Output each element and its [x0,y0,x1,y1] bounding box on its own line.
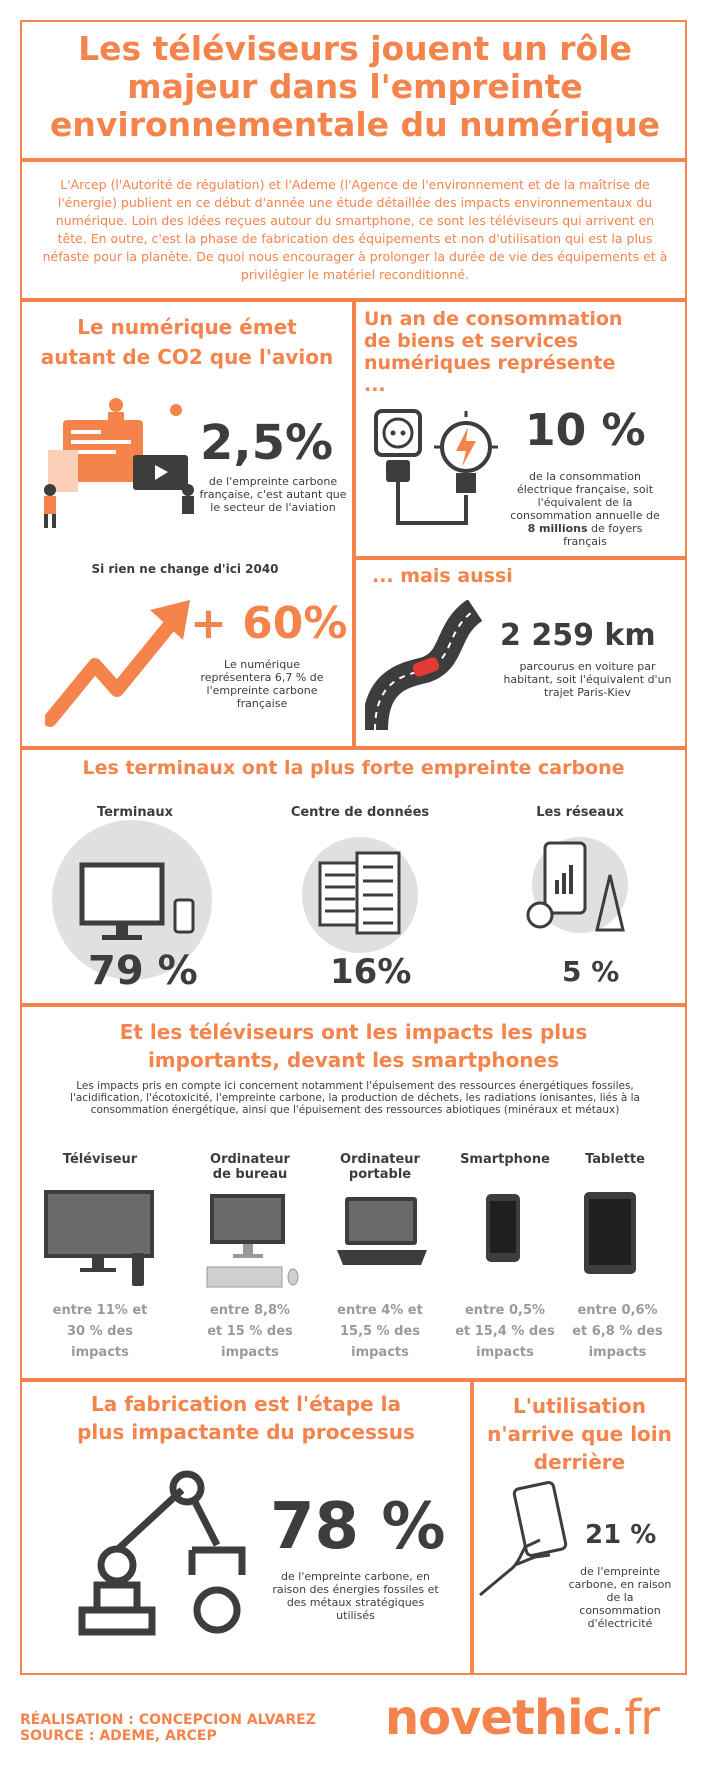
future-title: Si rien ne change d'ici 2040 [91,562,279,576]
rising-arrow-icon [45,595,195,730]
device-impact-desktop: entre 8,8% et 15 % des impacts [207,1303,293,1360]
tablet-icon [580,1190,640,1280]
future-caption: Le numérique représentera 6,7 % de l'empreinte carbone française [200,658,324,710]
desktop-icon [205,1192,300,1292]
device-label-desktop: Ordinateur de bureau [210,1152,290,1182]
consumption-title: Un an de consommation de biens et services numériques représente ... [364,308,623,396]
also-title: ... mais aussi [372,565,513,587]
future-value: + 60% [190,598,348,649]
tv-icon [42,1188,162,1288]
device-impact-tablet: entre 0,6% et 6,8 % des impacts [572,1303,663,1360]
network-icon [525,835,635,935]
manufacturing-value: 78 % [270,1490,446,1564]
co2-title: Le numérique émet autant de CO2 que l'avion [40,315,334,369]
device-label-laptop: Ordinateur portable [340,1152,420,1182]
usage-title: L'utilisation n'arrive que loin derrière [487,1394,672,1474]
intro-text: L'Arcep (l'Autorité de régulation) et l'Ademe (l'Agence de l'environnement et de la maîtrise de l'énergie) publient en ce début d'année une étude détaillée des impacts environnementaux du numérique. Loin des idées reçues autour du smartphone, ce sont les téléviseurs qui arrivent en tête. En outre, c'est la phase de fabrication des équipements et non d'utilisation qui est la plus néfaste pour la planète. De quoi nous encourager à prolonger la durée de vie des équipements et à privilégier le matériel reconditionné. [42,177,668,282]
terminals-title: Les terminaux ont la plus forte empreinte carbone [82,757,625,779]
network-label: Les réseaux [536,805,624,820]
page-title: Les téléviseurs jouent un rôle majeur dans l'empreinte environnementale du numérique [50,29,660,144]
usage-value: 21 % [585,1520,657,1550]
usage-caption: de l'empreinte carbone, en raison de la consommation d'électricité [568,1565,672,1630]
terminal-label: Terminaux [96,805,174,820]
footer-credit: RÉALISATION : CONCEPCION ALVAREZ SOURCE : ADEME, ARCEP [20,1712,316,1744]
co2-caption: de l'empreinte carbone française, c'est autant que le secteur de l'aviation [199,475,347,514]
device-impact-laptop: entre 4% et 15,5 % des impacts [337,1303,423,1360]
device-label-smartphone: Smartphone [460,1152,550,1167]
datacenter-label: Centre de données [290,805,430,820]
smartphone-icon [478,1192,528,1272]
co2-value: 2,5% [200,415,334,471]
road-car-icon [365,600,500,735]
device-label-tv: Téléviseur [62,1152,138,1167]
manufacturing-title: La fabrication est l'étape la plus impactante du processus [77,1392,415,1444]
laptop-icon [335,1195,430,1275]
network-value: 5 % [562,955,620,988]
device-impact-smartphone: entre 0,5% et 15,4 % des impacts [455,1303,555,1360]
datacenter-circle [295,835,425,955]
tv-intro: Les impacts pris en compte ici concernent notamment l'épuisement des ressources énergétiques fossiles, l'acidification, l'écotoxicité, l'empreinte carbone, la production de déchets, les radiations ionisantes, liés à la consommation énergétique, ainsi que l'épuisement des ressources abiotiques (minéraux et métaux) [70,1080,640,1116]
plug-bulb-icon [370,405,500,535]
datacenter-value: 16% [330,952,412,992]
device-impact-tv: entre 11% et 30 % des impacts [52,1303,148,1360]
novethic-logo[interactable]: novethic.fr [385,1690,659,1746]
manufacturing-caption: de l'empreinte carbone, en raison des énergies fossiles et des métaux stratégiques utilisés [272,1570,439,1622]
distance-caption: parcourus en voiture par habitant, soit l'équivalent d'un trajet Paris-Kiev [503,660,672,699]
device-label-tablet: Tablette [585,1152,645,1167]
robot-arm-icon [72,1470,262,1640]
consumption-caption: de la consommation électrique française, soit l'équivalent de la consommation annuelle de 8 millions de foyers français [510,470,660,548]
terminal-value: 79 % [88,948,198,994]
office-illustration [38,390,198,530]
distance-value: 2 259 km [500,618,656,653]
tv-title: Et les téléviseurs ont les impacts les plus importants, devant les smartphones [119,1020,588,1072]
consumption-value: 10 % [525,405,646,456]
